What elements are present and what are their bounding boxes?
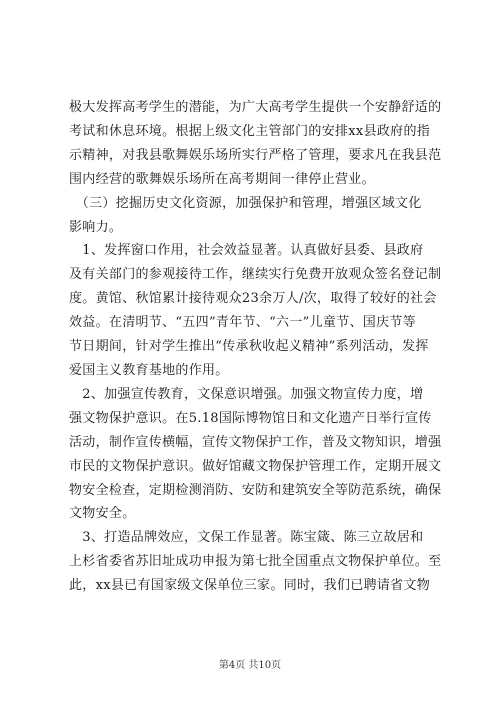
text-line: 影响力。	[69, 219, 123, 235]
text-line: 极大发挥高考学生的潜能，为广大高考学生提供一个安静舒适的	[69, 100, 442, 115]
text-line: 强文物保护意识。在5.18国际博物馆日和文化遗产日举行宣传	[69, 410, 432, 426]
text-line: 此，xx县已有国家级文保单位三家。同时，我们已聘请省文物	[69, 578, 431, 594]
text-line: 围内经营的歌舞娱乐场所在高考期间一律停止营业。	[69, 171, 375, 187]
text-line: （三）挖掘历史文化资源，加强保护和管理，增强区域文化	[69, 195, 422, 211]
text-line: 文物安全。	[69, 506, 136, 522]
body-text	[69, 96, 441, 598]
text-line: 上杉省委省苏旧址成功申报为第七批全国重点文物保护单位。至	[69, 554, 442, 570]
text-line: 及有关部门的参观接待工作，继续实行免费开放观众签名登记制	[69, 267, 442, 283]
text-line: 度。黄馆、秋馆累计接待观众23余万人/次，取得了较好的社会	[69, 291, 437, 307]
text-line: 节日期间，针对学生推出“传承秋收起义精神”系列活动，发挥	[69, 339, 429, 355]
text-line: 1、发挥窗口作用，社会效益显著。认真做好县委、县政府	[69, 243, 424, 259]
text-line: 物安全检查，定期检测消防、安防和建筑安全等防范系统，确保	[69, 482, 442, 498]
text-line: 活动，制作宣传横幅，宣传文物保护工作，普及文物知识，增强	[69, 434, 442, 450]
text-line: 3、打造品牌效应，文保工作显著。陈宝箴、陈三立故居和	[69, 530, 424, 546]
text-line: 考试和休息环境。根据上级文化主管部门的安排xx县政府的指	[69, 123, 431, 139]
page-footer: 第4页 共10页	[218, 660, 282, 671]
text-line: 爱国主义教育基地的作用。	[69, 362, 229, 378]
text-line: 效益。在清明节、“五四”青年节、“六一”儿童节、国庆节等	[69, 315, 416, 331]
text-line: 示精神，对我县歌舞娱乐场所实行严格了管理，要求凡在我县范	[69, 147, 442, 163]
text-line: 市民的文物保护意识。做好馆藏文物保护管理工作，定期开展文	[69, 458, 442, 474]
text-line: 2、加强宣传教育，文保意识增强。加强文物宣传力度，增	[69, 386, 424, 402]
paragraph	[69, 96, 441, 598]
